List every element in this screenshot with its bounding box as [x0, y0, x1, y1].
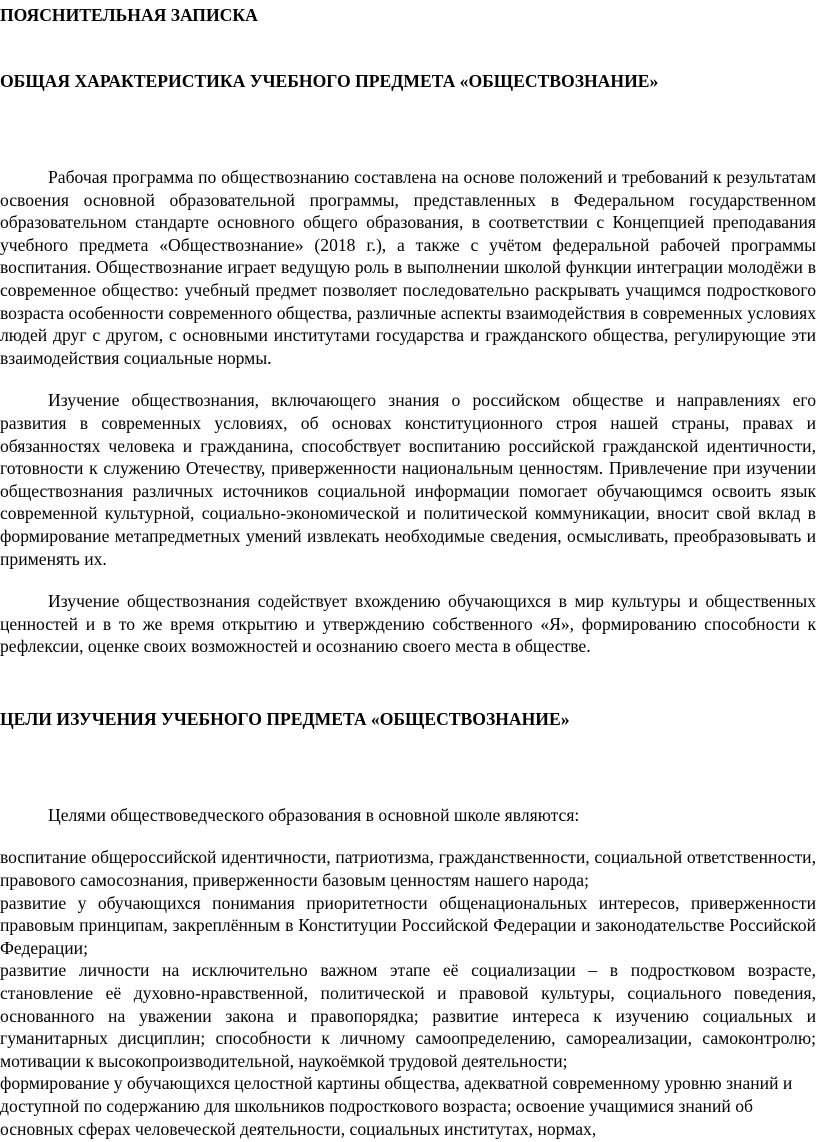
- goal-item: воспитание общероссийской идентичности, патриотизма, гражданственности, социальной ответственности, правового самосознания, приверженности базовым ценностям нашего народа;: [0, 847, 816, 891]
- section-heading-characteristics: ОБЩАЯ ХАРАКТЕРИСТИКА УЧЕБНОГО ПРЕДМЕТА «ОБЩЕСТВОЗНАНИЕ»: [0, 71, 659, 91]
- goal-item: формирование у обучающихся целостной картины общества, адекватной современному уровню знаний и доступной по содержанию для школьников подросткового возраста; освоение учащимися знаний об основных сферах человеческой деятельности, социальных институтах, нормах,: [0, 1073, 793, 1139]
- paragraph-program-basis: Рабочая программа по обществознанию составлена на основе положений и требований к результатам освоения основной образовательной программы, представленных в Федеральном государственном образовательном стандарте основного общего образования, в соответствии с Концепцией преподавания учебного предмета «Обществознание» (2018 г.), а также с учётом федеральной рабочей программы воспитания. Обществознание играет ведущую роль в выполнении школой функции интеграции молодёжи в современное общество: учебный предмет позволяет последовательно раскрывать учащимся подросткового возраста особенности современного общества, различные аспекты взаимодействия в современных условиях людей друг с другом, с основными институтами государства и гражданского общества, регулирующие эти взаимодействия социальные нормы.: [0, 167, 816, 368]
- goals-intro: Целями обществоведческого образования в основной школе являются:: [48, 804, 580, 825]
- paragraph-values: Изучение обществознания содействует вхождению обучающихся в мир культуры и общественных ценностей и в то же время открытию и утверждению собственного «Я», формированию способности к рефлексии, оценке своих возможностей и осознанию своего места в обществе.: [0, 591, 816, 657]
- goal-item: развитие у обучающихся понимания приоритетности общенациональных интересов, приверженности правовым принципам, закреплённым в Конституции Российской Федерации и законодательстве Российской Федерации;: [0, 892, 816, 958]
- goal-item: развитие личности на исключительно важном этапе её социализации – в подростковом возрасте, становление её духовно-нравственной, политической и правовой культуры, социального поведения, основанного на уважении закона и правопорядка; развитие интереса к изучению социальных и гуманитарных дисциплин; способности к личному самоопределению, самореализации, самоконтролю; мотивации к высокопроизводительной, наукоёмкой трудовой деятельности;: [0, 960, 816, 1071]
- document-title: ПОЯСНИТЕЛЬНАЯ ЗАПИСКА: [0, 5, 258, 25]
- goals-list: [0, 846, 816, 1140]
- paragraph-study-importance: Изучение обществознания, включающего знания о российском обществе и направлениях его развития в современных условиях, об основах конституционного строя нашей страны, правах и обязанностях человека и гражданина, способствует воспитанию российской гражданской идентичности, готовности к служению Отечеству, приверженности национальным ценностям. Привлечение при изучении обществознания различных источников социальной информации помогает обучающимся освоить язык современной культурной, социально-экономической и политической коммуникации, вносит свой вклад в формирование метапредметных умений извлекать необходимые сведения, осмысливать, преобразовывать и применять их.: [0, 390, 816, 569]
- section-heading-goals: ЦЕЛИ ИЗУЧЕНИЯ УЧЕБНОГО ПРЕДМЕТА «ОБЩЕСТВОЗНАНИЕ»: [0, 708, 570, 729]
